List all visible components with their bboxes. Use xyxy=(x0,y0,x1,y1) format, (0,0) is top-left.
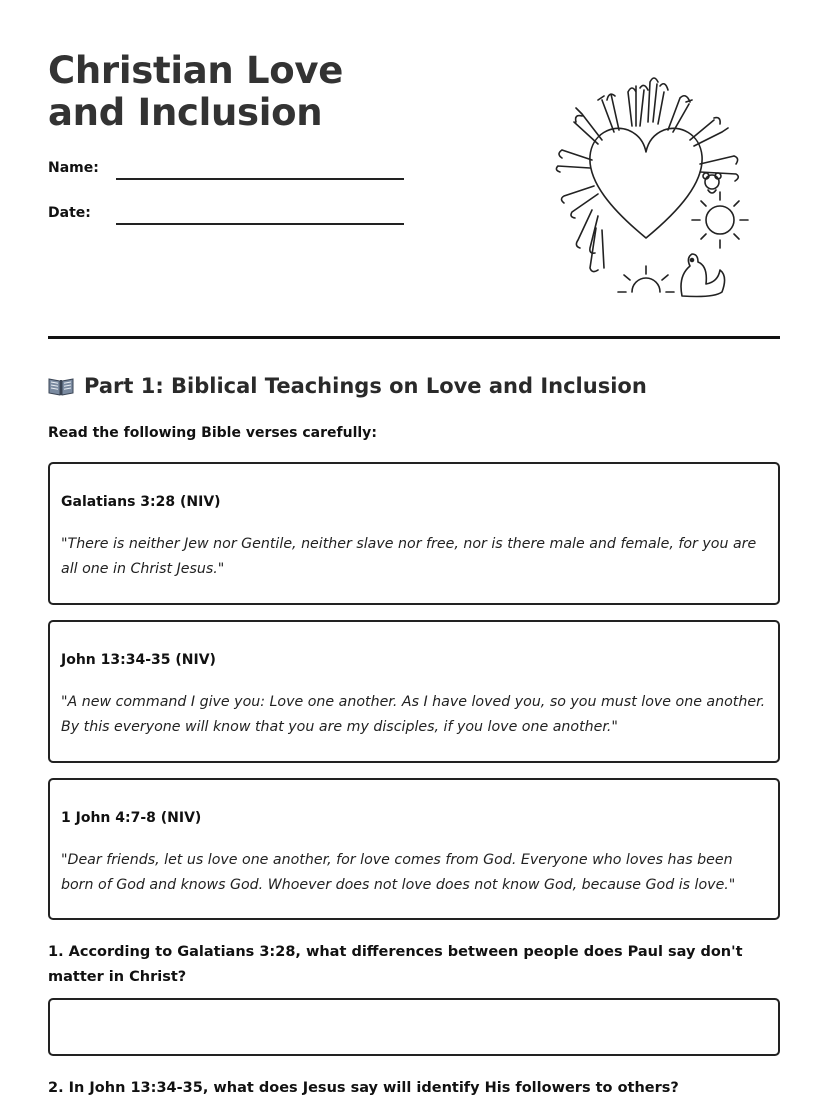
name-field xyxy=(48,160,408,190)
section-title xyxy=(48,374,647,398)
question-1: 1. According to Galatians 3:28, what differences between people does Paul say don't matter in Christ? xyxy=(48,944,743,985)
mouse-icon xyxy=(703,173,721,193)
verse-box xyxy=(48,462,780,605)
open-book-icon xyxy=(48,376,74,396)
name-label: Name: xyxy=(48,160,99,176)
name-write-line[interactable] xyxy=(116,178,404,180)
date-write-line[interactable] xyxy=(116,223,404,225)
verse-text: "Dear friends, let us love one another, for love comes from God. Everyone who loves has been born of God and knows God. Whoever does not love does not know God, because God is love." xyxy=(61,852,736,893)
verse-reference: Galatians 3:28 (NIV) xyxy=(61,494,221,510)
verse-box xyxy=(48,620,780,763)
verse-box xyxy=(48,778,780,920)
squirrel-icon xyxy=(681,254,725,297)
question-2: 2. In John 13:34-35, what does Jesus say will identify His followers to others? xyxy=(48,1080,679,1096)
verse-text: "A new command I give you: Love one another. As I have loved you, so you must love one another. By this everyone will know that you are my disciples, if you love one another." xyxy=(61,694,766,735)
header-divider xyxy=(48,336,780,339)
rising-sun-icon xyxy=(618,266,674,292)
date-label: Date: xyxy=(48,205,91,221)
sun-icon xyxy=(692,192,748,248)
heart-with-hands-illustration xyxy=(532,60,762,300)
date-field xyxy=(48,205,408,235)
verse-reference: John 13:34-35 (NIV) xyxy=(61,652,216,668)
instruction-text: Read the following Bible verses carefully: xyxy=(48,425,377,441)
heart-icon xyxy=(590,128,702,238)
answer-box-1[interactable] xyxy=(48,998,780,1056)
worksheet-header xyxy=(48,50,780,300)
verse-reference: 1 John 4:7-8 (NIV) xyxy=(61,810,202,826)
section-title-text: Part 1: Biblical Teachings on Love and Inclusion xyxy=(84,374,647,398)
page-title: Christian Love and Inclusion xyxy=(48,49,344,134)
verse-text: "There is neither Jew nor Gentile, neither slave nor free, nor is there male and female, for you are all one in Christ Jesus." xyxy=(61,536,757,577)
